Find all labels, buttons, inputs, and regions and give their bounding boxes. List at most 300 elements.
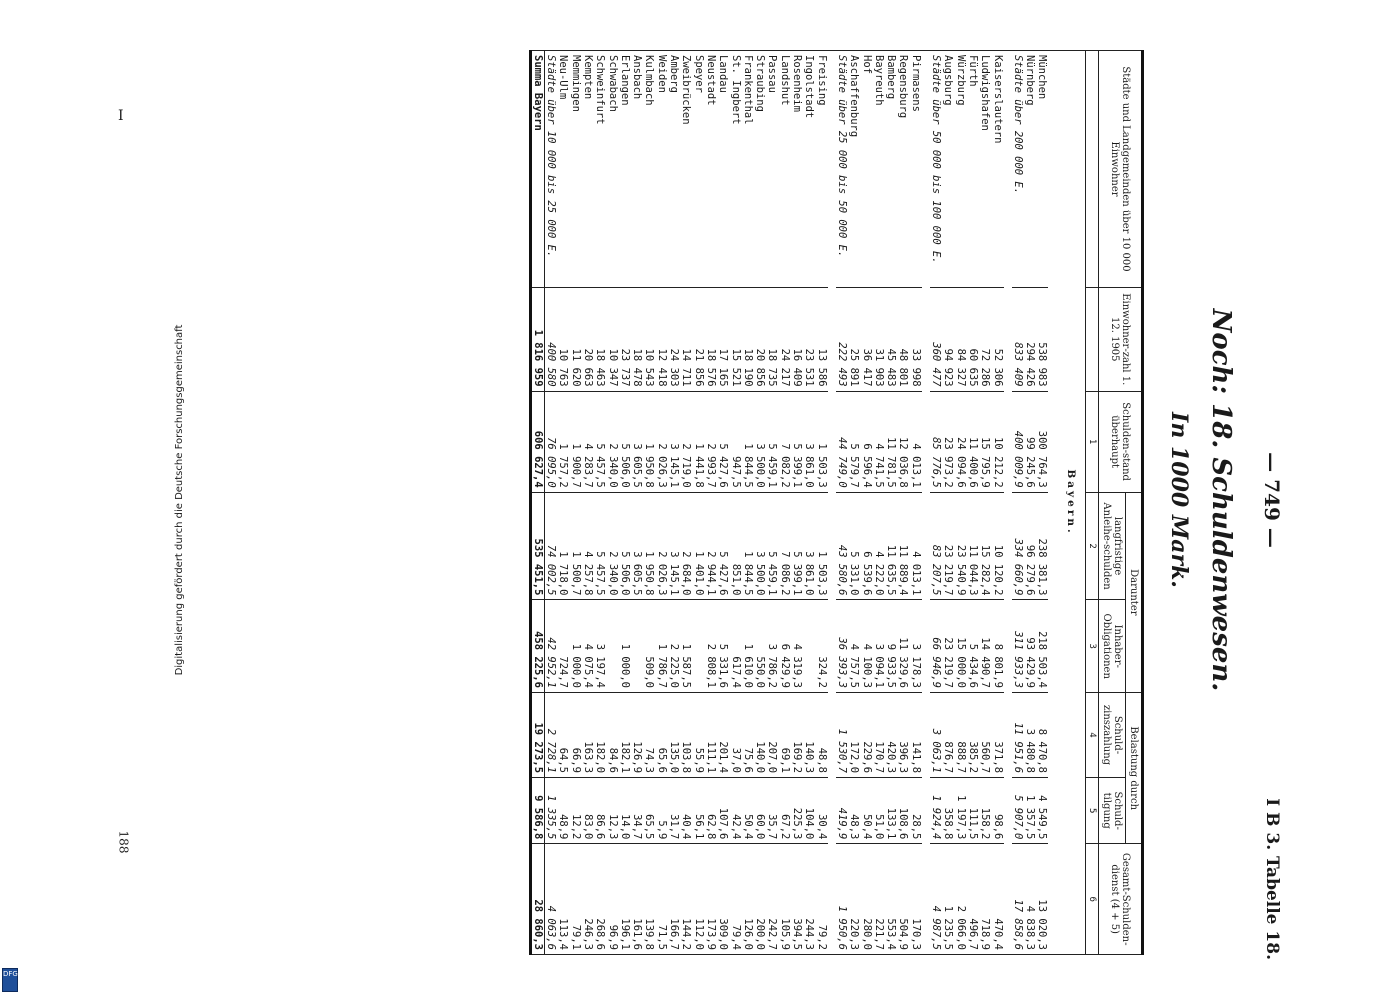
value-cell: 2 808,1 bbox=[704, 600, 716, 693]
value-cell: 24 217 bbox=[778, 288, 790, 392]
value-cell: 2 944,1 bbox=[704, 492, 716, 600]
value-cell: 504,9 bbox=[897, 844, 909, 955]
value-cell: 13 586 bbox=[815, 288, 827, 392]
row-label: Nürnberg bbox=[1023, 51, 1035, 288]
table-row bbox=[569, 51, 581, 955]
table-row bbox=[872, 51, 884, 955]
table-row bbox=[778, 51, 790, 955]
row-label: München bbox=[1036, 51, 1048, 288]
value-cell: 158,2 bbox=[978, 778, 990, 844]
table-row bbox=[942, 51, 954, 955]
table-row bbox=[897, 51, 909, 955]
value-cell: 2 026,3 bbox=[655, 492, 667, 600]
value-cell: 4 075,4 bbox=[581, 600, 593, 693]
value-cell: 99 245,6 bbox=[1023, 391, 1035, 492]
subtotal-row bbox=[929, 51, 941, 955]
value-cell: 3 145,1 bbox=[667, 492, 679, 600]
row-label: Kempten bbox=[581, 51, 593, 288]
group-spacer bbox=[827, 51, 835, 955]
value-cell: 140,3 bbox=[803, 692, 815, 777]
value-cell: 4 757,5 bbox=[847, 600, 859, 693]
row-label: Erlangen bbox=[618, 51, 630, 288]
value-cell: 419,9 bbox=[835, 778, 847, 844]
value-cell: 33 998 bbox=[909, 288, 921, 392]
table-row bbox=[1036, 51, 1048, 955]
value-cell: 5 427,6 bbox=[716, 391, 728, 492]
row-label: St. Ingbert bbox=[729, 51, 741, 288]
value-cell: 44 749,0 bbox=[835, 391, 847, 492]
value-cell: 21 856 bbox=[692, 288, 704, 392]
value-cell: 3 178,3 bbox=[909, 600, 921, 693]
page-number-188: 188 bbox=[116, 830, 131, 854]
value-cell: 166,7 bbox=[667, 844, 679, 955]
value-cell: 4 741,5 bbox=[872, 391, 884, 492]
value-cell: 535 451,5 bbox=[530, 492, 544, 600]
value-cell: 1 610,0 bbox=[741, 600, 753, 693]
value-cell: 126,0 bbox=[741, 844, 753, 955]
value-cell: 12 418 bbox=[655, 288, 667, 392]
table-row bbox=[803, 51, 815, 955]
value-cell: 135,0 bbox=[667, 692, 679, 777]
value-cell: 1 587,5 bbox=[680, 600, 692, 693]
value-cell: 371,8 bbox=[991, 692, 1003, 777]
row-label: Städte über 50 000 bis 100 000 E. bbox=[929, 51, 941, 288]
value-cell: 3 605,5 bbox=[630, 492, 642, 600]
value-cell: 238 381,3 bbox=[1036, 492, 1048, 600]
value-cell: 1 500,7 bbox=[569, 492, 581, 600]
value-cell: 1 235,5 bbox=[942, 844, 954, 955]
value-cell: 358,8 bbox=[942, 778, 954, 844]
value-cell: 4 549,5 bbox=[1036, 778, 1048, 844]
value-cell: 17 858,6 bbox=[1011, 844, 1023, 955]
value-cell: 43 580,6 bbox=[835, 492, 847, 600]
header-total-service: Gesamt-Schulden-dienst (4 + 5) bbox=[1098, 844, 1142, 955]
value-cell: 5 434,6 bbox=[966, 600, 978, 693]
value-cell: 1 503,3 bbox=[815, 391, 827, 492]
value-cell: 10 543 bbox=[643, 288, 655, 392]
value-cell: 172,0 bbox=[847, 692, 859, 777]
value-cell: 4 838,3 bbox=[1023, 844, 1035, 955]
value-cell: 11 620 bbox=[569, 288, 581, 392]
value-cell: 400 580 bbox=[544, 288, 557, 392]
value-cell: 876,7 bbox=[942, 692, 954, 777]
value-cell: 11 635,5 bbox=[884, 492, 896, 600]
value-cell: 23 219,7 bbox=[942, 600, 954, 693]
value-cell: 48,9 bbox=[557, 778, 569, 844]
value-cell: 324,2 bbox=[815, 600, 827, 693]
value-cell: 42,4 bbox=[729, 778, 741, 844]
value-cell: 888,7 bbox=[954, 692, 966, 777]
value-cell: 15 282,4 bbox=[978, 492, 990, 600]
subtotal-row bbox=[835, 51, 847, 955]
value-cell: 4 100,3 bbox=[860, 600, 872, 693]
value-cell: 225,3 bbox=[790, 778, 802, 844]
row-label: Bamberg bbox=[884, 51, 896, 288]
subtotal-row bbox=[1011, 51, 1023, 955]
value-cell: 74,3 bbox=[643, 692, 655, 777]
value-cell: 84,6 bbox=[606, 692, 618, 777]
header-population: Einwohner-zahl 1. 12. 1905 bbox=[1098, 288, 1142, 392]
value-cell: 2 340,0 bbox=[606, 391, 618, 492]
dfg-logo: DFG bbox=[2, 968, 18, 992]
table-row bbox=[790, 51, 802, 955]
row-label: Neustadt bbox=[704, 51, 716, 288]
value-cell: 24 303 bbox=[667, 288, 679, 392]
value-cell: 1 950,6 bbox=[835, 844, 847, 955]
value-cell: 111,1 bbox=[704, 692, 716, 777]
value-cell: 420,3 bbox=[884, 692, 896, 777]
value-cell: 218 503,4 bbox=[1036, 600, 1048, 693]
value-cell: 75,6 bbox=[741, 692, 753, 777]
table-row bbox=[606, 51, 618, 955]
table-row bbox=[643, 51, 655, 955]
value-cell: 509,0 bbox=[643, 600, 655, 693]
page-subtitle: In 1000 Mark. bbox=[1165, 412, 1192, 588]
value-cell: 65,6 bbox=[655, 692, 667, 777]
row-label: Regensburg bbox=[897, 51, 909, 288]
value-cell: 4 013,1 bbox=[909, 492, 921, 600]
table-row bbox=[1023, 51, 1035, 955]
value-cell: 11 400,6 bbox=[966, 391, 978, 492]
value-cell: 334 660,9 bbox=[1011, 492, 1023, 600]
value-cell: 8 801,9 bbox=[991, 600, 1003, 693]
row-label: Landshut bbox=[778, 51, 790, 288]
value-cell: 45 483 bbox=[884, 288, 896, 392]
value-cell: 14 711 bbox=[680, 288, 692, 392]
value-cell: 34,7 bbox=[630, 778, 642, 844]
table-row bbox=[716, 51, 728, 955]
value-cell: 718,9 bbox=[978, 844, 990, 955]
value-cell: 1 844,5 bbox=[741, 492, 753, 600]
value-cell: 3 145,1 bbox=[667, 391, 679, 492]
value-cell: 108,6 bbox=[897, 778, 909, 844]
value-cell: 23 540,9 bbox=[954, 492, 966, 600]
value-cell: 496,7 bbox=[966, 844, 978, 955]
value-cell: 28 860,3 bbox=[530, 844, 544, 955]
value-cell: 6 596,4 bbox=[860, 391, 872, 492]
value-cell: 242,7 bbox=[766, 844, 778, 955]
index-cell: 2 bbox=[1085, 492, 1098, 600]
table-row bbox=[753, 51, 765, 955]
value-cell: 18 576 bbox=[704, 288, 716, 392]
value-cell: 5 506,0 bbox=[618, 492, 630, 600]
value-cell: 3 197,4 bbox=[594, 600, 606, 693]
value-cell: 51,0 bbox=[872, 778, 884, 844]
index-cell: 3 bbox=[1085, 600, 1098, 693]
value-cell: 3 786,2 bbox=[766, 600, 778, 693]
row-label: Freising bbox=[815, 51, 827, 288]
header-debt-total: Schulden-stand überhaupt bbox=[1098, 391, 1142, 492]
header-city: Städte und Landgemeinden über 10 000 Einwohner bbox=[1098, 51, 1142, 288]
value-cell: 23 973,2 bbox=[942, 391, 954, 492]
value-cell: 1 000,0 bbox=[618, 600, 630, 693]
value-cell: 9 586,8 bbox=[530, 778, 544, 844]
value-cell: 65,5 bbox=[643, 778, 655, 844]
value-cell: 60,0 bbox=[753, 778, 765, 844]
value-cell: 1 816 959 bbox=[530, 288, 544, 392]
row-label: Rosenheim bbox=[790, 51, 802, 288]
table-row bbox=[557, 51, 569, 955]
value-cell: 458 225,6 bbox=[530, 600, 544, 693]
value-cell: 560,7 bbox=[978, 692, 990, 777]
row-label: Hof bbox=[860, 51, 872, 288]
value-cell: 83,0 bbox=[581, 778, 593, 844]
value-cell: 11 951,6 bbox=[1011, 692, 1023, 777]
row-label: Städte über 10 000 bis 25 000 E. bbox=[544, 51, 557, 288]
value-cell: 4 013,1 bbox=[909, 391, 921, 492]
value-cell: 112,0 bbox=[692, 844, 704, 955]
value-cell: 18 463 bbox=[594, 288, 606, 392]
value-cell: 2 225,0 bbox=[667, 600, 679, 693]
value-cell: 56,1 bbox=[692, 778, 704, 844]
value-cell: 5 399,1 bbox=[790, 492, 802, 600]
table-row bbox=[692, 51, 704, 955]
value-cell: 94 923 bbox=[942, 288, 954, 392]
digitization-credit: Digitalisierung gefördert durch die Deutsche Forschungsgemeinschaft bbox=[173, 324, 185, 676]
value-cell: 83 207,5 bbox=[929, 492, 941, 600]
value-cell: 2 026,3 bbox=[655, 391, 667, 492]
value-cell: 170,7 bbox=[872, 692, 884, 777]
table-row bbox=[847, 51, 859, 955]
value-cell: 19 273,5 bbox=[530, 692, 544, 777]
value-cell: 111,5 bbox=[966, 778, 978, 844]
total-row bbox=[530, 51, 544, 955]
table-row bbox=[815, 51, 827, 955]
value-cell: 3 500,0 bbox=[753, 492, 765, 600]
page-number: — 749 — bbox=[1259, 452, 1284, 548]
value-cell: 79,1 bbox=[569, 844, 581, 955]
value-cell: 3 094,1 bbox=[872, 600, 884, 693]
value-cell: 7 086,2 bbox=[778, 492, 790, 600]
value-cell: 2 728,1 bbox=[544, 692, 557, 777]
value-cell: 55,9 bbox=[692, 692, 704, 777]
value-cell: 11 044,3 bbox=[966, 492, 978, 600]
value-cell: 606 627,4 bbox=[530, 391, 544, 492]
table-row bbox=[909, 51, 921, 955]
value-cell: 170,3 bbox=[909, 844, 921, 955]
value-cell: 617,4 bbox=[729, 600, 741, 693]
index-cell bbox=[1085, 288, 1098, 392]
table-row bbox=[741, 51, 753, 955]
value-cell: 18 190 bbox=[741, 288, 753, 392]
row-label: Straubing bbox=[753, 51, 765, 288]
value-cell: 10 763 bbox=[557, 288, 569, 392]
row-label: Amberg bbox=[667, 51, 679, 288]
value-cell: 3 500,0 bbox=[753, 391, 765, 492]
value-cell: 1 718,0 bbox=[557, 492, 569, 600]
value-cell: 4 257,8 bbox=[581, 492, 593, 600]
value-cell: 244,3 bbox=[803, 844, 815, 955]
header-long-term: langfristige Anleihe-schulden bbox=[1098, 492, 1125, 600]
header-belastung: Belastung durch bbox=[1125, 692, 1142, 843]
value-cell: 141,8 bbox=[909, 692, 921, 777]
value-cell: 76 095,0 bbox=[544, 391, 557, 492]
value-cell: 5 331,0 bbox=[847, 492, 859, 600]
group-spacer bbox=[921, 51, 929, 955]
value-cell: 96,9 bbox=[606, 844, 618, 955]
row-label: Fürth bbox=[966, 51, 978, 288]
value-cell: 14 490,7 bbox=[978, 600, 990, 693]
row-label: Weiden bbox=[655, 51, 667, 288]
value-cell: 5,9 bbox=[655, 778, 667, 844]
value-cell: 553,4 bbox=[884, 844, 896, 955]
value-cell: 3 480,8 bbox=[1023, 692, 1035, 777]
value-cell: 36 417 bbox=[860, 288, 872, 392]
value-cell: 105,9 bbox=[778, 844, 790, 955]
value-cell: 947,5 bbox=[729, 391, 741, 492]
value-cell: 60 635 bbox=[966, 288, 978, 392]
value-cell: 10 120,2 bbox=[991, 492, 1003, 600]
value-cell: 1 844,5 bbox=[741, 391, 753, 492]
value-cell: 40,4 bbox=[680, 778, 692, 844]
value-cell: 66,9 bbox=[569, 692, 581, 777]
value-cell: 12,2 bbox=[569, 778, 581, 844]
value-cell: 30,4 bbox=[815, 778, 827, 844]
value-cell: 1 530,7 bbox=[835, 692, 847, 777]
row-label: Bayreuth bbox=[872, 51, 884, 288]
value-cell: 207,0 bbox=[766, 692, 778, 777]
value-cell: 394,5 bbox=[790, 844, 802, 955]
value-cell: 1 357,5 bbox=[1023, 778, 1035, 844]
value-cell: 1 950,8 bbox=[643, 391, 655, 492]
value-cell: 311 933,3 bbox=[1011, 600, 1023, 693]
value-cell: 221,7 bbox=[872, 844, 884, 955]
value-cell: 64,5 bbox=[557, 692, 569, 777]
value-cell: 37,0 bbox=[729, 692, 741, 777]
value-cell: 1 950,8 bbox=[643, 492, 655, 600]
value-cell: 48,8 bbox=[815, 692, 827, 777]
value-cell: 724,7 bbox=[557, 600, 569, 693]
value-cell: 200,0 bbox=[753, 844, 765, 955]
value-cell: 12,3 bbox=[606, 778, 618, 844]
value-cell: 11 889,4 bbox=[897, 492, 909, 600]
value-cell: 201,4 bbox=[716, 692, 728, 777]
value-cell: 1 441,8 bbox=[692, 391, 704, 492]
value-cell: 163,3 bbox=[581, 692, 593, 777]
value-cell: 1 401,0 bbox=[692, 492, 704, 600]
value-cell: 182,0 bbox=[594, 692, 606, 777]
value-cell: 35,7 bbox=[766, 778, 778, 844]
value-cell: 10 347 bbox=[606, 288, 618, 392]
index-cell: 1 bbox=[1085, 391, 1098, 492]
value-cell: 833 409 bbox=[1011, 288, 1023, 392]
row-label: Würzburg bbox=[954, 51, 966, 288]
value-cell: 113,4 bbox=[557, 844, 569, 955]
table-row bbox=[680, 51, 692, 955]
value-cell: 31,7 bbox=[667, 778, 679, 844]
value-cell: 5 399,1 bbox=[790, 391, 802, 492]
header-darunter: Darunter bbox=[1125, 492, 1142, 692]
value-cell: 229,6 bbox=[860, 692, 872, 777]
row-label: Städte über 25 000 bis 50 000 E. bbox=[835, 51, 847, 288]
index-cell: 6 bbox=[1085, 844, 1098, 955]
value-cell: 385,2 bbox=[966, 692, 978, 777]
value-cell: 24 094,6 bbox=[954, 391, 966, 492]
value-cell: 470,4 bbox=[991, 844, 1003, 955]
value-cell: 72 286 bbox=[978, 288, 990, 392]
value-cell: 28,5 bbox=[909, 778, 921, 844]
value-cell: 15 000,0 bbox=[954, 600, 966, 693]
header-bearer-bonds: Inhaber-Obligationen bbox=[1098, 600, 1125, 693]
row-label: Kaiserslautern bbox=[991, 51, 1003, 288]
row-label: Aschaffenburg bbox=[847, 51, 859, 288]
debt-table bbox=[528, 50, 1143, 955]
value-cell: 173,9 bbox=[704, 844, 716, 955]
value-cell: 79,2 bbox=[815, 844, 827, 955]
value-cell: 4 283,7 bbox=[581, 391, 593, 492]
header-interest: Schuld-zinszahlung bbox=[1098, 692, 1125, 777]
row-label: Speyer bbox=[692, 51, 704, 288]
row-label: Pirmasens bbox=[909, 51, 921, 288]
value-cell: 1 924,4 bbox=[929, 778, 941, 844]
value-cell: 23 737 bbox=[618, 288, 630, 392]
value-cell: 5 459,1 bbox=[766, 492, 778, 600]
row-label: Ansbach bbox=[630, 51, 642, 288]
value-cell: 1 335,5 bbox=[544, 778, 557, 844]
table-row bbox=[704, 51, 716, 955]
table-row bbox=[978, 51, 990, 955]
value-cell: 169,2 bbox=[790, 692, 802, 777]
value-cell: 50,4 bbox=[860, 778, 872, 844]
value-cell bbox=[630, 600, 642, 693]
value-cell bbox=[803, 600, 815, 693]
table-header bbox=[1085, 51, 1142, 955]
value-cell: 538 983 bbox=[1036, 288, 1048, 392]
value-cell: 107,6 bbox=[716, 778, 728, 844]
row-label: Ingolstadt bbox=[803, 51, 815, 288]
page-title: Noch: 18. Schuldenwesen. bbox=[1205, 308, 1236, 692]
table-row bbox=[630, 51, 642, 955]
table-row bbox=[667, 51, 679, 955]
value-cell: 161,6 bbox=[630, 844, 642, 955]
value-cell: 1 503,3 bbox=[815, 492, 827, 600]
value-cell: 268,6 bbox=[594, 844, 606, 955]
value-cell: 360 477 bbox=[929, 288, 941, 392]
index-cell bbox=[1085, 51, 1098, 288]
header-repayment: Schuld-tilgung bbox=[1098, 778, 1125, 844]
row-label: Zweibrücken bbox=[680, 51, 692, 288]
value-cell: 48 801 bbox=[897, 288, 909, 392]
value-cell: 550,0 bbox=[753, 600, 765, 693]
value-cell: 11 329,6 bbox=[897, 600, 909, 693]
value-cell: 1 197,3 bbox=[954, 778, 966, 844]
table-row bbox=[966, 51, 978, 955]
group-spacer bbox=[1003, 51, 1011, 955]
value-cell: 10 212,2 bbox=[991, 391, 1003, 492]
value-cell: 93 429,9 bbox=[1023, 600, 1035, 693]
value-cell: 5 457,5 bbox=[594, 492, 606, 600]
value-cell: 103,8 bbox=[680, 692, 692, 777]
value-cell: 144,2 bbox=[680, 844, 692, 955]
row-label: Landau bbox=[716, 51, 728, 288]
table-row bbox=[860, 51, 872, 955]
value-cell: 5 331,6 bbox=[716, 600, 728, 693]
table-row bbox=[991, 51, 1003, 955]
value-cell: 140,0 bbox=[753, 692, 765, 777]
value-cell: 220,3 bbox=[847, 844, 859, 955]
value-cell: 196,1 bbox=[618, 844, 630, 955]
value-cell: 85 776,5 bbox=[929, 391, 941, 492]
value-cell: 62,8 bbox=[704, 778, 716, 844]
group-spacer bbox=[1048, 51, 1056, 955]
row-label: Passau bbox=[766, 51, 778, 288]
value-cell: 16 409 bbox=[790, 288, 802, 392]
value-cell: 13 020,3 bbox=[1036, 844, 1048, 955]
value-cell: 48,3 bbox=[847, 778, 859, 844]
value-cell: 12 036,8 bbox=[897, 391, 909, 492]
value-cell bbox=[692, 600, 704, 693]
subtotal-row bbox=[544, 51, 557, 955]
